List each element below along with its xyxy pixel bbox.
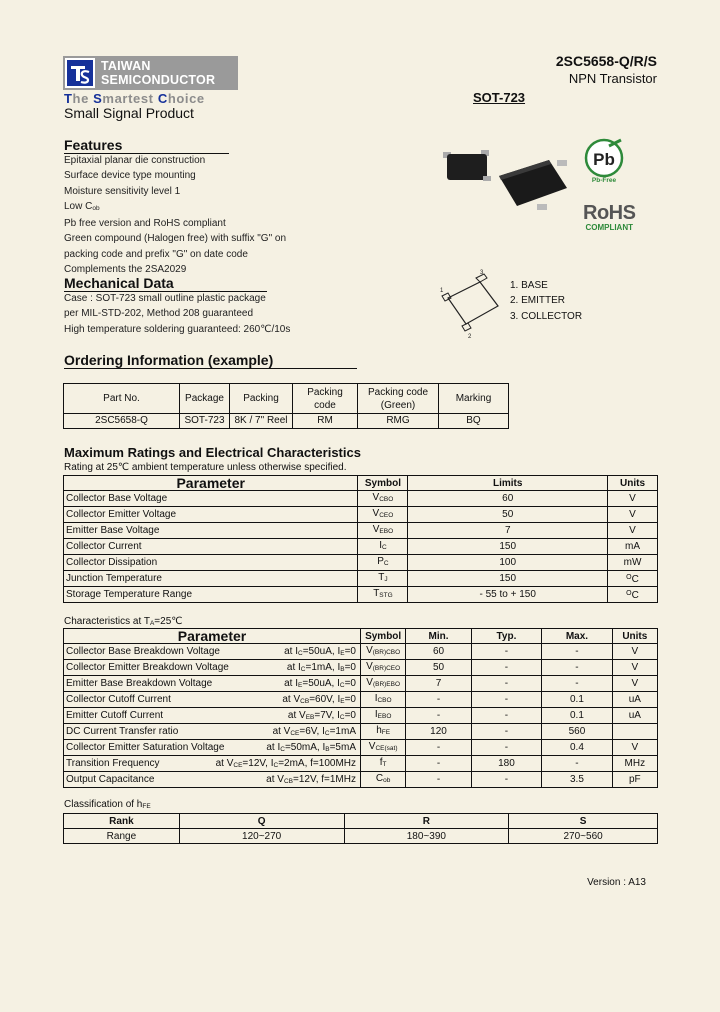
param-cell: Collector Base Voltage xyxy=(64,491,358,507)
feature-item: Surface device type mounting xyxy=(64,170,196,182)
table-cell: RMG xyxy=(358,414,439,429)
pin-list xyxy=(510,278,582,324)
tagline-cap: C xyxy=(157,91,168,106)
table-header: Packing code (Green) xyxy=(358,384,439,414)
symbol-main: I xyxy=(379,540,382,551)
table-row xyxy=(64,708,658,724)
table-row xyxy=(64,414,509,429)
cond-text: =12V, I xyxy=(242,758,274,769)
min-cell: 60 xyxy=(406,644,471,660)
package-photo xyxy=(437,142,573,218)
symbol-sub: CEO xyxy=(379,512,394,519)
symbol-sub: (BR)CEO xyxy=(372,665,401,672)
tagline-cap: T xyxy=(64,91,73,106)
condition-text xyxy=(284,645,356,660)
table-header: Packing xyxy=(230,384,293,414)
unit-cell: MHz xyxy=(612,756,657,772)
cond-sub: C xyxy=(280,746,285,753)
symbol-sub: (BR)CBO xyxy=(372,649,401,656)
cond-text: at V xyxy=(282,694,301,705)
max-cell: - xyxy=(542,660,612,676)
cond-text: at V xyxy=(272,726,291,737)
table-cell: 180~390 xyxy=(344,829,509,844)
table-header: Parameter xyxy=(64,629,361,644)
param-cell xyxy=(64,660,361,676)
min-cell: 120 xyxy=(406,724,471,740)
table-cell: SOT-723 xyxy=(180,414,230,429)
param-cell: Storage Temperature Range xyxy=(64,587,358,603)
cond-text: =2mA, f=100MHz xyxy=(278,758,356,769)
cond-sub: C xyxy=(273,762,279,769)
feature-item: Moisture sensitivity level 1 xyxy=(64,185,181,197)
table-header-row xyxy=(64,384,509,414)
table-row xyxy=(64,539,658,555)
param-cell xyxy=(64,644,361,660)
cond-text: at I xyxy=(286,662,301,673)
symbol-sub: STG xyxy=(379,592,393,599)
typ-cell: 180 xyxy=(471,756,541,772)
features-title: Features xyxy=(64,137,229,154)
unit-main: mW xyxy=(623,557,642,568)
symbol-sub: CE(sat) xyxy=(375,745,398,752)
cond-text: =0 xyxy=(344,710,356,721)
table-header: Symbol xyxy=(358,476,408,491)
limit-cell: 100 xyxy=(408,555,608,571)
characteristics-table xyxy=(63,628,658,788)
table-header: Package xyxy=(180,384,230,414)
cond-text: =0 xyxy=(344,678,356,689)
table-header: Marking xyxy=(439,384,509,414)
symbol-cell xyxy=(358,523,408,539)
tagline-word: he xyxy=(72,91,94,106)
feature-low-c: Low C xyxy=(64,200,93,212)
table-header: Symbol xyxy=(361,629,406,644)
cond-text: at V xyxy=(287,710,306,721)
unit-cell xyxy=(608,571,658,587)
unit-cell: pF xyxy=(612,772,657,788)
unit-cell: V xyxy=(612,740,657,756)
table-header: Parameter xyxy=(64,476,358,491)
pin-item: 2. EMITTER xyxy=(510,295,566,307)
param-name: Emitter Base Breakdown Voltage xyxy=(66,678,213,689)
char-note-prefix: Characteristics at T xyxy=(64,616,150,627)
symbol-sub: ob xyxy=(383,777,391,784)
param-name: DC Current Transfer ratio xyxy=(66,726,179,737)
table-cell: 2SC5658-Q xyxy=(64,414,180,429)
limit-cell: 50 xyxy=(408,507,608,523)
symbol-sub: C xyxy=(381,544,387,551)
param-name: Collector Emitter Breakdown Voltage xyxy=(66,662,229,673)
max-cell: 0.4 xyxy=(542,740,612,756)
symbol-sub: EBO xyxy=(377,713,392,720)
symbol-main: V xyxy=(366,645,373,656)
table-cell: 270~560 xyxy=(509,829,658,844)
pin-item: 1. BASE xyxy=(510,280,548,291)
table-cell: Range xyxy=(64,829,180,844)
min-cell: - xyxy=(406,708,471,724)
min-cell: - xyxy=(406,772,471,788)
cond-text: =7V, I xyxy=(314,710,340,721)
symbol-cell xyxy=(361,676,406,692)
cond-sub: CE xyxy=(233,762,243,769)
min-cell: 50 xyxy=(406,660,471,676)
table-header: S xyxy=(509,814,658,829)
cond-sub: B xyxy=(325,746,330,753)
param-cell: Collector Current xyxy=(64,539,358,555)
company-logo xyxy=(63,56,238,90)
symbol-main: V xyxy=(366,661,373,672)
feature-item: Complements the 2SA2029 xyxy=(64,264,187,276)
table-row xyxy=(64,724,658,740)
unit-main: C xyxy=(631,590,639,601)
param-cell xyxy=(64,772,361,788)
param-cell xyxy=(64,756,361,772)
symbol-main: I xyxy=(374,693,378,704)
symbol-cell xyxy=(358,491,408,507)
unit-cell xyxy=(608,539,658,555)
table-header: Units xyxy=(608,476,658,491)
max-ratings-title: Maximum Ratings and Electrical Characteristics xyxy=(64,445,361,460)
cond-text: =5mA xyxy=(329,742,356,753)
class-note-prefix: Classification of h xyxy=(64,799,143,810)
classification-note xyxy=(64,799,151,810)
unit-main: V xyxy=(629,493,636,504)
cond-sub: C xyxy=(298,650,303,657)
symbol-cell xyxy=(361,692,406,708)
table-header-row xyxy=(64,629,658,644)
limit-cell: 60 xyxy=(408,491,608,507)
min-cell: - xyxy=(406,692,471,708)
typ-cell: - xyxy=(471,676,541,692)
param-cell xyxy=(64,676,361,692)
symbol-sub: FE xyxy=(381,729,391,736)
limit-cell: 150 xyxy=(408,571,608,587)
table-row xyxy=(64,491,658,507)
max-cell: 3.5 xyxy=(542,772,612,788)
symbol-cell xyxy=(361,708,406,724)
symbol-cell xyxy=(358,571,408,587)
table-header: Part No. xyxy=(64,384,180,414)
symbol-cell xyxy=(361,644,406,660)
param-name: Collector Cutoff Current xyxy=(66,694,171,705)
cond-text: =12V, f=1MHz xyxy=(292,774,356,785)
table-cell: 8K / 7" Reel xyxy=(230,414,293,429)
typ-cell: - xyxy=(471,708,541,724)
features-list xyxy=(64,153,286,277)
pb-free-text: Pb-Free xyxy=(591,177,617,184)
logo-line2: SEMICONDUCTOR xyxy=(101,73,216,87)
param-name: Emitter Cutoff Current xyxy=(66,710,164,721)
table-row xyxy=(64,555,658,571)
min-cell: 7 xyxy=(406,676,471,692)
symbol-sub: EBO xyxy=(379,528,394,535)
logo-line1: TAIWAN xyxy=(101,59,151,73)
feature-low-c-sub: ob xyxy=(92,204,100,212)
table-row xyxy=(64,829,658,844)
table-header: Q xyxy=(179,814,344,829)
part-type: NPN Transistor xyxy=(568,71,657,86)
cond-sub: C xyxy=(339,714,345,721)
cond-text: =50uA, I xyxy=(302,646,341,657)
feature-item xyxy=(64,199,286,216)
symbol-sub: J xyxy=(384,576,388,583)
param-cell: Collector Dissipation xyxy=(64,555,358,571)
table-cell: RM xyxy=(293,414,358,429)
typ-cell: - xyxy=(471,740,541,756)
param-cell xyxy=(64,724,361,740)
max-cell: 0.1 xyxy=(542,708,612,724)
symbol-main: V xyxy=(372,492,380,503)
unit-cell xyxy=(612,724,657,740)
cond-sub: C xyxy=(324,730,330,737)
cond-text: =1mA, I xyxy=(305,662,341,673)
typ-cell: - xyxy=(471,660,541,676)
cond-sub: C xyxy=(339,682,345,689)
condition-text xyxy=(266,773,356,788)
max-cell: 560 xyxy=(542,724,612,740)
characteristics-note xyxy=(64,616,183,627)
cond-sub: EB xyxy=(305,714,315,721)
table-row xyxy=(64,772,658,788)
param-cell: Junction Temperature xyxy=(64,571,358,587)
cond-text: at I xyxy=(284,646,299,657)
feature-item: Pb free version and RoHS compliant xyxy=(64,218,226,230)
tagline-cap: S xyxy=(93,91,103,106)
condition-text xyxy=(273,725,356,740)
cond-sub: C xyxy=(300,666,306,673)
cond-text: at I xyxy=(284,678,299,689)
cond-text: =50uA, I xyxy=(302,678,340,689)
cond-text: =60V, I xyxy=(309,694,341,705)
condition-text xyxy=(288,709,356,724)
param-name: Output Capacitance xyxy=(66,774,155,785)
pin-label: 2 xyxy=(468,334,472,340)
tagline-word: hoice xyxy=(167,91,205,106)
cond-sub: E xyxy=(340,698,345,705)
symbol-cell xyxy=(358,587,408,603)
symbol-cell xyxy=(358,539,408,555)
table-header: Units xyxy=(612,629,657,644)
min-cell: - xyxy=(406,740,471,756)
max-cell: - xyxy=(542,644,612,660)
unit-cell: V xyxy=(612,644,657,660)
typ-cell: - xyxy=(471,644,541,660)
pin-item: 3. COLLECTOR xyxy=(510,310,583,322)
ts-logo-icon xyxy=(65,58,95,88)
symbol-cell xyxy=(361,756,406,772)
cond-text: =0 xyxy=(344,646,356,657)
cond-text: at I xyxy=(266,742,281,753)
pin-label: 1 xyxy=(440,288,444,294)
mechanical-item: High temperature soldering guaranteed: 260℃/10s xyxy=(64,323,291,335)
symbol-sub: T xyxy=(382,761,387,768)
tagline xyxy=(64,91,205,106)
ordering-title: Ordering Information (example) xyxy=(64,352,357,369)
table-header-row xyxy=(64,814,658,829)
unit-main: mA xyxy=(625,541,640,552)
table-row xyxy=(64,692,658,708)
version-label: Version : A13 xyxy=(587,877,646,888)
symbol-main: h xyxy=(376,725,382,736)
cond-text: at V xyxy=(215,758,234,769)
condition-text xyxy=(282,693,356,708)
cond-sub: E xyxy=(298,682,303,689)
symbol-cell xyxy=(358,507,408,523)
symbol-main: V xyxy=(372,524,380,535)
condition-text xyxy=(284,677,356,692)
table-header: R xyxy=(344,814,509,829)
param-cell xyxy=(64,708,361,724)
mechanical-item: per MIL-STD-202, Method 208 guaranteed xyxy=(64,308,253,320)
unit-sup: O xyxy=(626,574,632,581)
char-note-suffix: =25℃ xyxy=(154,616,183,627)
table-row xyxy=(64,571,658,587)
symbol-cell xyxy=(361,660,406,676)
logo-text xyxy=(101,59,215,87)
cond-sub: CB xyxy=(283,778,293,785)
condition-text xyxy=(287,661,356,676)
param-name: Collector Base Breakdown Voltage xyxy=(66,646,220,657)
symbol-main: V xyxy=(366,677,373,688)
cond-text: =50mA, I xyxy=(284,742,326,753)
cond-text: =6V, I xyxy=(299,726,325,737)
cond-text: =0 xyxy=(344,662,356,673)
limit-cell: 150 xyxy=(408,539,608,555)
symbol-main: I xyxy=(374,709,378,720)
table-cell: BQ xyxy=(439,414,509,429)
rohs-logo xyxy=(583,203,635,233)
unit-cell: V xyxy=(612,660,657,676)
typ-cell: - xyxy=(471,692,541,708)
max-cell: - xyxy=(542,676,612,692)
classification-table xyxy=(63,813,658,844)
tagline-word: martest xyxy=(102,91,158,106)
table-header: Max. xyxy=(542,629,612,644)
table-row xyxy=(64,523,658,539)
unit-cell xyxy=(608,555,658,571)
unit-main: V xyxy=(629,525,636,536)
min-cell: - xyxy=(406,756,471,772)
symbol-sub: CBO xyxy=(377,697,392,704)
mechanical-item: Case : SOT-723 small outline plastic package xyxy=(64,293,266,304)
table-header: Rank xyxy=(64,814,180,829)
cond-text: =0 xyxy=(344,694,356,705)
table-header-row xyxy=(64,476,658,491)
feature-item: Green compound (Halogen free) with suffix "G" on xyxy=(64,233,287,245)
feature-item: packing code and prefix "G" on date code xyxy=(64,248,248,260)
symbol-cell xyxy=(361,724,406,740)
param-cell xyxy=(64,740,361,756)
symbol-main: V xyxy=(368,741,376,752)
class-note-sub: FE xyxy=(142,803,151,810)
mechanical-title: Mechanical Data xyxy=(64,275,267,292)
table-row xyxy=(64,740,658,756)
condition-text xyxy=(266,741,356,756)
table-row xyxy=(64,660,658,676)
table-row xyxy=(64,676,658,692)
condition-text xyxy=(216,757,356,772)
part-number: 2SC5658-Q/R/S xyxy=(555,53,657,69)
table-cell: 120~270 xyxy=(179,829,344,844)
table-row xyxy=(64,644,658,660)
cond-text: at V xyxy=(266,774,284,785)
max-ratings-table xyxy=(63,475,658,603)
symbol-cell xyxy=(358,555,408,571)
unit-cell: uA xyxy=(612,708,657,724)
table-header: Typ. xyxy=(471,629,541,644)
mechanical-list xyxy=(64,291,290,337)
pin-label: 3 xyxy=(480,270,484,276)
unit-cell xyxy=(608,507,658,523)
symbol-main: C xyxy=(375,773,384,784)
symbol-main: P xyxy=(377,556,384,567)
unit-cell xyxy=(608,523,658,539)
cond-sub: E xyxy=(340,650,345,657)
param-cell: Collector Emitter Voltage xyxy=(64,507,358,523)
cond-sub: B xyxy=(340,666,345,673)
cond-text: =1mA xyxy=(329,726,356,737)
symbol-cell xyxy=(361,740,406,756)
table-header: Limits xyxy=(408,476,608,491)
ordering-table xyxy=(63,383,509,429)
limit-cell: 7 xyxy=(408,523,608,539)
param-cell: Emitter Base Voltage xyxy=(64,523,358,539)
table-row xyxy=(64,587,658,603)
pb-free-icon xyxy=(583,138,625,184)
unit-sup: O xyxy=(626,590,632,597)
max-ratings-note: Rating at 25℃ ambient temperature unless otherwise specified. xyxy=(64,462,347,473)
cond-sub: CE xyxy=(290,730,300,737)
table-header: Min. xyxy=(406,629,471,644)
feature-item: Epitaxial planar die construction xyxy=(64,155,206,166)
unit-cell: V xyxy=(612,676,657,692)
symbol-sub: (BR)EBO xyxy=(372,681,401,688)
max-cell: - xyxy=(542,756,612,772)
symbol-main: f xyxy=(379,757,383,768)
pb-text: Pb xyxy=(593,150,615,169)
param-name: Collector Emitter Saturation Voltage xyxy=(66,742,225,753)
symbol-main: V xyxy=(372,508,380,519)
symbol-sub: C xyxy=(383,560,389,567)
package-title: SOT-723 xyxy=(473,90,526,105)
limit-cell: - 55 to + 150 xyxy=(408,587,608,603)
unit-cell: uA xyxy=(612,692,657,708)
unit-cell xyxy=(608,491,658,507)
symbol-cell xyxy=(361,772,406,788)
pin-diagram xyxy=(440,268,506,344)
rohs-compliant: COMPLIANT xyxy=(585,223,633,232)
rohs-text: RoHS xyxy=(583,202,636,224)
unit-main: V xyxy=(629,509,636,520)
table-row xyxy=(64,756,658,772)
symbol-main: T xyxy=(373,588,380,599)
product-line: Small Signal Product xyxy=(64,105,194,121)
max-cell: 0.1 xyxy=(542,692,612,708)
cond-sub: CB xyxy=(300,698,310,705)
table-header: Packing code xyxy=(293,384,358,414)
symbol-sub: CBO xyxy=(379,496,394,503)
unit-cell xyxy=(608,587,658,603)
param-cell xyxy=(64,692,361,708)
table-row xyxy=(64,507,658,523)
char-note-sub: A xyxy=(149,620,155,627)
unit-main: C xyxy=(631,574,639,585)
param-name: Transition Frequency xyxy=(66,758,160,769)
symbol-main: T xyxy=(378,572,385,583)
typ-cell: - xyxy=(471,724,541,740)
typ-cell: - xyxy=(471,772,541,788)
